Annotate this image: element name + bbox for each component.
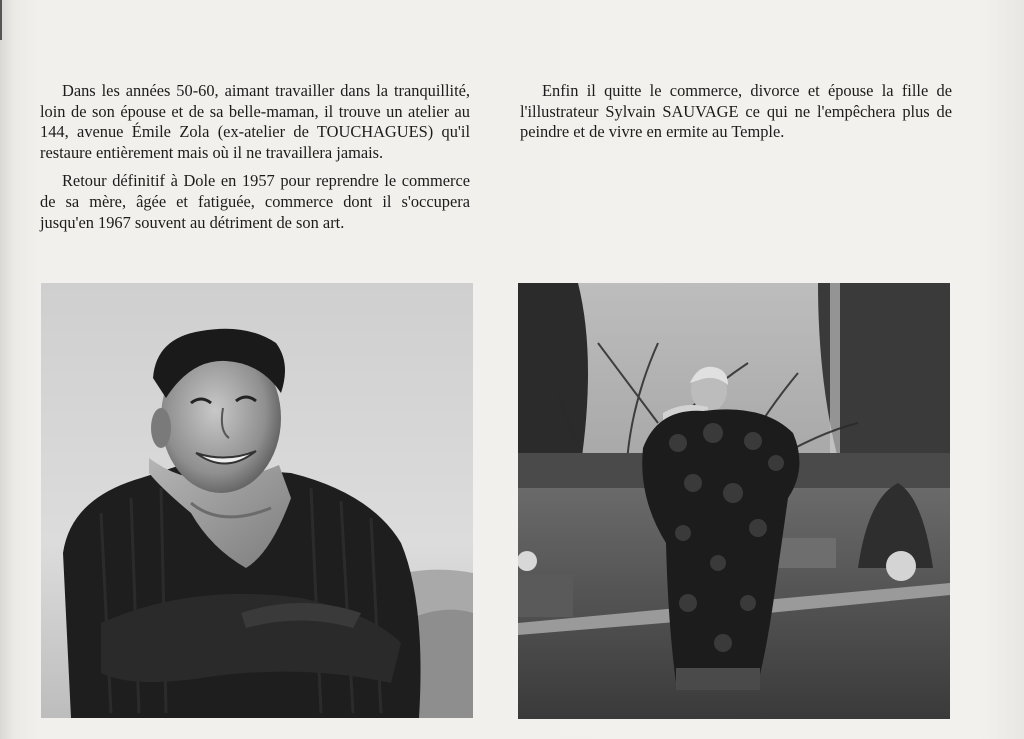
page-edge (0, 0, 2, 40)
portrait-photo (41, 283, 473, 718)
left-text-column (40, 81, 470, 241)
garden-photo (518, 283, 950, 719)
paragraph-quitte-commerce: Enfin il quitte le commerce, divorce et épouse la fille de l'illustrateur Sylvain SAUVAGE ce qui ne l'empêchera plus de peindre et de vivre en ermite au Temple. (520, 81, 952, 142)
paragraph-atelier: Dans les années 50-60, aimant travailler dans la tranquillité, loin de son épouse et de sa belle-maman, il trouve un atelier au 144, avenue Émile Zola (ex-atelier de TOUCHAGUES) qu'il restaure entièrement mais où il ne travaillera jamais. (40, 81, 470, 162)
paragraph-retour-dole: Retour définitif à Dole en 1957 pour reprendre le commerce de sa mère, âgée et fatiguée, commerce dont il s'occupera jusqu'en 1967 souvent au détriment de son art. (40, 171, 470, 232)
right-text-column (520, 81, 952, 151)
